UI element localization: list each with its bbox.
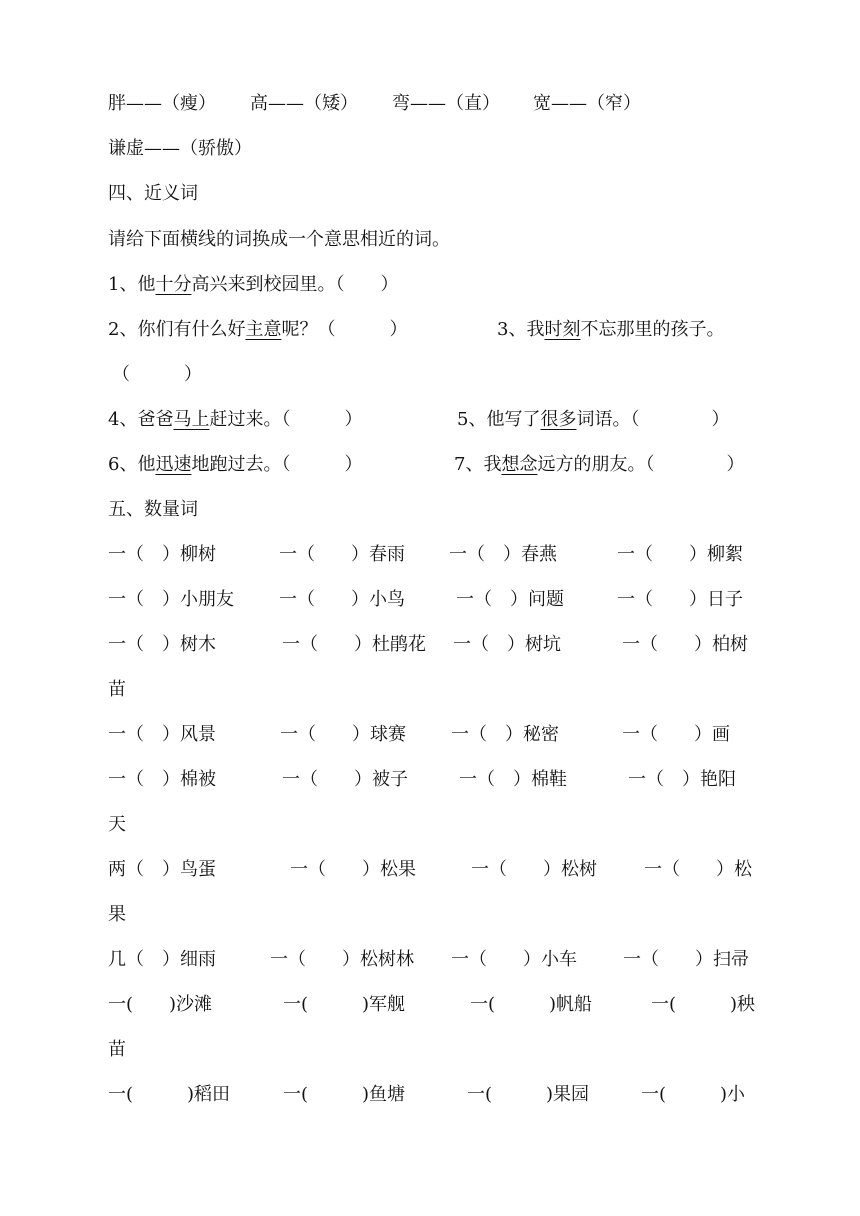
measure-word-item: 一（ ）扫帚 <box>623 949 749 970</box>
measure-word-item: 一（ ）树木 <box>108 634 216 655</box>
question-text: 3、我 <box>497 319 545 340</box>
measure-word-item: 一（ ）松树 <box>471 859 597 880</box>
measure-word-item: 一( )沙滩 <box>108 994 213 1015</box>
measure-word-item: 一（ ）小车 <box>451 949 577 970</box>
answer-parentheses: （ ） <box>112 364 202 385</box>
underlined-word: 马上 <box>173 409 210 430</box>
measure-word-item: 一( )果园 <box>467 1084 590 1105</box>
synonym-question-3 <box>497 318 724 342</box>
measure-word-item: 一( )稻田 <box>108 1084 231 1105</box>
question-text: 2、你们有什么好 <box>108 319 246 340</box>
measure-word-item: 一（ ）柳树 <box>108 544 216 565</box>
measure-word-item: 一（ ）松 <box>644 859 752 880</box>
synonym-question-5 <box>457 408 729 432</box>
antonym-pair: 胖——（瘦） <box>108 93 216 114</box>
measure-word-item: 一（ ）艳阳 <box>628 769 736 790</box>
measure-word-item: 一( )军舰 <box>283 994 406 1015</box>
question-text: 呢？（ ） <box>281 319 408 340</box>
measure-word-item: 一（ ）小朋友 <box>108 589 234 610</box>
question-text: 5、他写了 <box>457 409 541 430</box>
measure-word-item: 一（ ）松树林 <box>270 949 414 970</box>
measure-word-item: 一（ ）风景 <box>108 724 216 745</box>
measure-word-item: 两（ ）鸟蛋 <box>108 859 216 880</box>
question-text: 不忘那里的孩子。 <box>580 319 725 340</box>
antonym-pair: 高——（矮） <box>250 93 358 114</box>
measure-word-item: 一（ ）春燕 <box>449 544 557 565</box>
section-heading-measure-words: 五、数量词 <box>108 499 198 520</box>
synonym-question-2 <box>108 318 407 342</box>
synonym-question-6 <box>108 453 362 477</box>
measure-word-item: 一（ ）日子 <box>617 589 743 610</box>
measure-word-item: 一（ ）松果 <box>290 859 416 880</box>
measure-word-item: 一（ ）被子 <box>282 769 408 790</box>
measure-word-item: 一( )鱼塘 <box>283 1084 406 1105</box>
question-text: 1、他 <box>108 274 156 295</box>
underlined-word: 十分 <box>155 274 192 295</box>
section-heading-synonyms: 四、近义词 <box>108 183 198 204</box>
question-text: 4、爸爸 <box>108 409 174 430</box>
measure-word-continuation: 苗 <box>108 1039 126 1060</box>
antonym-pair: 谦虚——（骄傲） <box>108 138 252 159</box>
measure-word-item: 一( )小 <box>641 1084 746 1105</box>
question-text: 6、他 <box>108 454 156 475</box>
question-text: 赶过来。（ ） <box>209 409 363 430</box>
measure-word-continuation: 天 <box>108 814 126 835</box>
measure-word-continuation: 苗 <box>108 679 126 700</box>
measure-word-item: 一（ ）柏树 <box>622 634 748 655</box>
antonym-pair: 弯——（直） <box>392 93 500 114</box>
measure-word-item: 一( )秧 <box>651 994 756 1015</box>
measure-word-item: 一（ ）春雨 <box>279 544 405 565</box>
question-text: 词语。（ ） <box>576 409 730 430</box>
measure-word-item: 一（ ）秘密 <box>451 724 559 745</box>
question-text: 7、我 <box>454 454 502 475</box>
question-text: 高兴来到校园里。（ ） <box>191 274 399 295</box>
synonym-question-1 <box>108 273 398 297</box>
underlined-word: 迅速 <box>155 454 192 475</box>
synonyms-instruction: 请给下面横线的词换成一个意思相近的词。 <box>108 229 450 250</box>
question-text: 远方的朋友。（ ） <box>537 454 745 475</box>
measure-word-item: 一（ ）棉鞋 <box>459 769 567 790</box>
underlined-word: 很多 <box>540 409 577 430</box>
synonym-question-4 <box>108 408 362 432</box>
underlined-word: 主意 <box>245 319 282 340</box>
measure-word-item: 一（ ）球赛 <box>280 724 406 745</box>
measure-word-item: 一( )帆船 <box>470 994 593 1015</box>
question-text: 地跑过去。（ ） <box>191 454 363 475</box>
measure-word-continuation: 果 <box>108 904 126 925</box>
measure-word-item: 一（ ）棉被 <box>108 769 216 790</box>
measure-word-item: 一（ ）问题 <box>456 589 564 610</box>
measure-word-item: 一（ ）画 <box>622 724 730 745</box>
measure-word-item: 一（ ）柳絮 <box>617 544 743 565</box>
antonym-pair: 宽——（窄） <box>533 93 641 114</box>
measure-word-item: 一（ ）树坑 <box>453 634 561 655</box>
underlined-word: 想念 <box>501 454 538 475</box>
synonym-question-7 <box>454 453 744 477</box>
measure-word-item: 几（ ）细雨 <box>108 949 216 970</box>
underlined-word: 时刻 <box>544 319 581 340</box>
measure-word-item: 一（ ）杜鹃花 <box>282 634 426 655</box>
measure-word-item: 一（ ）小鸟 <box>279 589 405 610</box>
